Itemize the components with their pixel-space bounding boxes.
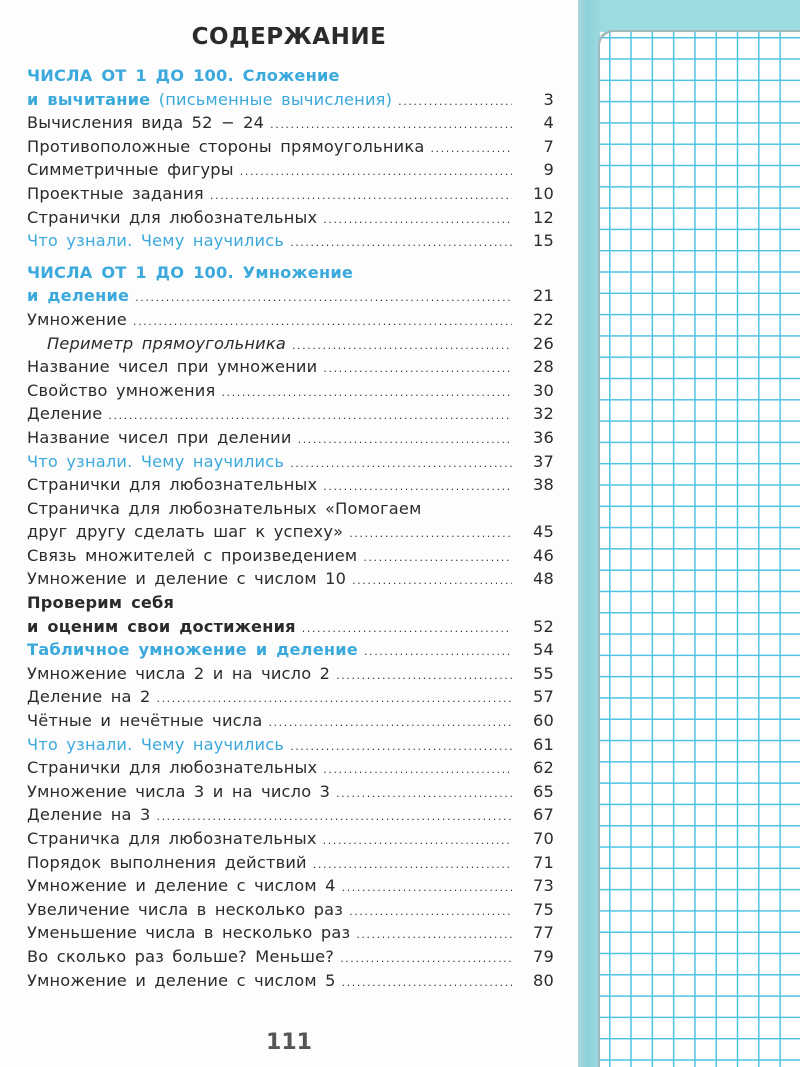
leader-dots xyxy=(156,687,512,711)
toc-entry[interactable] xyxy=(27,158,554,182)
leader-dots xyxy=(133,310,512,334)
leader-dots xyxy=(323,475,512,499)
toc-entry[interactable] xyxy=(27,182,554,206)
toc-entry-label: Симметричные фигуры xyxy=(27,160,234,180)
toc-entry-page: 9 xyxy=(543,160,554,180)
leader-dots xyxy=(290,452,512,476)
leader-dots xyxy=(323,208,512,232)
toc-entry-page: 15 xyxy=(533,231,554,251)
leader-dots xyxy=(364,640,512,664)
leader-dots xyxy=(108,404,512,428)
toc-entry-page: 54 xyxy=(533,640,554,660)
section-heading: ЧИСЛА ОТ 1 ДО 100. Сложение xyxy=(27,66,340,85)
page-edge-top xyxy=(578,0,800,32)
leader-dots xyxy=(352,569,512,593)
leader-dots xyxy=(336,664,512,688)
toc-entry[interactable] xyxy=(27,685,554,709)
toc-entry[interactable] xyxy=(27,733,554,757)
toc-entry[interactable] xyxy=(27,402,554,426)
leader-dots xyxy=(340,947,512,971)
toc-entry-page: 77 xyxy=(533,923,554,943)
toc-entry-page: 52 xyxy=(533,616,554,636)
toc-entry[interactable] xyxy=(27,308,554,332)
leader-dots xyxy=(323,758,512,782)
toc-entry-page: 7 xyxy=(543,136,554,156)
toc-entry[interactable] xyxy=(27,567,554,591)
toc-entry[interactable] xyxy=(27,851,554,875)
toc-entry-label: Что узнали. Чему научились xyxy=(27,734,285,754)
toc-entry-label: Название чисел при делении xyxy=(27,427,292,447)
toc-entry-page: 75 xyxy=(533,899,554,919)
toc-entry[interactable] xyxy=(27,780,554,804)
toc-entry[interactable] xyxy=(27,827,554,851)
toc-entry[interactable] xyxy=(27,591,554,615)
toc-entry-label: Умножение и деление с числом 4 xyxy=(27,876,336,896)
toc-entry-label: Умножение числа 3 и на число 3 xyxy=(27,781,331,801)
toc-entry[interactable] xyxy=(27,945,554,969)
toc-entry-label: Порядок выполнения действий xyxy=(27,852,307,872)
toc-entry-page: 32 xyxy=(533,404,554,424)
toc-entry-label: Свойство умножения xyxy=(27,380,216,400)
toc-entry[interactable] xyxy=(27,638,554,662)
toc-entry[interactable] xyxy=(27,229,554,253)
page-edge-stripe xyxy=(578,0,600,1067)
toc-entry[interactable] xyxy=(27,874,554,898)
leader-dots xyxy=(270,113,512,137)
leader-dots xyxy=(240,160,512,184)
toc-entry[interactable] xyxy=(27,379,554,403)
toc-entry[interactable] xyxy=(27,332,554,356)
section-heading-line2[interactable] xyxy=(27,88,554,112)
toc-entry-page: 46 xyxy=(533,545,554,565)
toc-entry[interactable] xyxy=(27,473,554,497)
toc-entry-page: 79 xyxy=(533,946,554,966)
toc-entry-label: Уменьшение числа в несколько раз xyxy=(27,923,351,943)
section-heading-cont xyxy=(27,88,392,112)
toc-entry-label: и оценим свои достижения xyxy=(27,616,296,636)
toc-entry-label: Название чисел при умножении xyxy=(27,357,318,377)
leader-dots xyxy=(349,900,512,924)
toc-entry-label: Умножение числа 2 и на число 2 xyxy=(27,663,331,683)
toc-entry-label: Страничка для любознательных «Помогаем xyxy=(27,498,422,518)
leader-dots xyxy=(342,971,512,995)
toc-entry-page: 67 xyxy=(533,805,554,825)
leader-dots xyxy=(302,617,512,641)
section-entries xyxy=(27,308,554,992)
leader-dots xyxy=(336,782,512,806)
toc-entry-label: Деление на 2 xyxy=(27,687,151,707)
leader-dots xyxy=(298,428,512,452)
page-number: 21 xyxy=(533,286,554,306)
toc-entry-label: Деление xyxy=(27,404,103,424)
toc-entry-label: Противоположные стороны прямоугольника xyxy=(27,136,425,156)
toc-entry-label: Странички для любознательных xyxy=(27,758,318,778)
toc-entry-page: 60 xyxy=(533,711,554,731)
table-of-contents xyxy=(27,64,554,992)
toc-entry-page: 28 xyxy=(533,357,554,377)
section-heading-line1 xyxy=(27,261,554,285)
section-heading-line2[interactable] xyxy=(27,284,554,308)
toc-entry[interactable] xyxy=(27,111,554,135)
leader-dots xyxy=(430,137,512,161)
toc-entry-page: 70 xyxy=(533,829,554,848)
section-heading: ЧИСЛА ОТ 1 ДО 100. Умножение xyxy=(27,262,354,282)
toc-entry-page: 62 xyxy=(533,758,554,778)
toc-entry-page: 57 xyxy=(533,687,554,707)
leader-dots xyxy=(323,357,512,381)
toc-entry-label: Вычисления вида 52 − 24 xyxy=(27,113,265,133)
toc-entry[interactable] xyxy=(27,497,554,521)
page-number: 3 xyxy=(543,89,554,109)
toc-entry-label: Умножение xyxy=(27,309,127,329)
toc-entry-page: 65 xyxy=(533,781,554,801)
section-heading-cont: и деление xyxy=(27,286,130,306)
toc-entry[interactable] xyxy=(27,898,554,922)
toc-entry-page: 38 xyxy=(533,475,554,495)
toc-entry[interactable] xyxy=(27,969,554,993)
toc-entry-label: Умножение и деление с числом 5 xyxy=(27,970,336,990)
toc-entry[interactable] xyxy=(27,135,554,159)
toc-entry-label: Странички для любознательных xyxy=(27,207,318,227)
toc-entry-page: 55 xyxy=(533,663,554,683)
toc-entry[interactable] xyxy=(27,615,554,639)
graph-paper-panel xyxy=(598,30,800,1067)
toc-entry-label: Деление на 3 xyxy=(27,805,151,825)
leader-dots xyxy=(290,231,512,255)
toc-entry-label: Странички для любознательных xyxy=(27,475,318,495)
leader-dots xyxy=(210,184,512,208)
toc-entry-page: 80 xyxy=(533,970,554,990)
toc-entry-page: 73 xyxy=(533,876,554,896)
section-heading-line1 xyxy=(27,64,554,88)
toc-entry-label: Периметр прямоугольника xyxy=(47,333,286,353)
leader-dots xyxy=(313,853,512,877)
toc-entry-label: Во сколько раз больше? Меньше? xyxy=(27,946,335,966)
toc-entry[interactable] xyxy=(27,662,554,686)
toc-entry[interactable] xyxy=(27,520,554,544)
toc-entry-label: Проверим себя xyxy=(27,593,175,613)
leader-dots xyxy=(363,546,512,570)
toc-entry[interactable] xyxy=(27,426,554,450)
toc-entry-label: Что узнали. Чему научились xyxy=(27,231,285,251)
toc-entry[interactable] xyxy=(27,450,554,474)
section-heading-text: и вычитание xyxy=(27,89,151,109)
leader-dots xyxy=(135,286,512,310)
page-title: СОДЕРЖАНИЕ xyxy=(191,24,387,50)
toc-entry-label: Связь множителей с произведением xyxy=(27,545,358,565)
leader-dots xyxy=(290,735,512,759)
toc-entry[interactable] xyxy=(27,206,554,230)
toc-entry[interactable] xyxy=(27,355,554,379)
toc-entry-page: 22 xyxy=(533,309,554,329)
leader-dots xyxy=(398,90,512,114)
toc-entry-page: 4 xyxy=(543,113,554,133)
toc-entry-label: Табличное умножение и деление xyxy=(27,640,358,660)
toc-entry-label: Проектные задания xyxy=(27,183,204,203)
toc-entry-page: 71 xyxy=(533,852,554,872)
toc-entry-page: 45 xyxy=(533,522,554,542)
toc-entry-label: друг другу сделать шаг к успеху» xyxy=(27,522,344,542)
leader-dots xyxy=(221,381,512,405)
leader-dots xyxy=(156,805,512,829)
toc-entry-page: 26 xyxy=(533,333,554,353)
toc-entry-page: 37 xyxy=(533,451,554,471)
section-entries xyxy=(27,111,554,253)
toc-entry[interactable] xyxy=(27,803,554,827)
toc-entry-label: Что узнали. Чему научились xyxy=(27,451,285,471)
toc-entry-page: 36 xyxy=(533,427,554,447)
toc-entry-page: 10 xyxy=(533,183,554,203)
toc-entry[interactable] xyxy=(27,921,554,945)
leader-dots xyxy=(323,829,512,853)
toc-entry[interactable] xyxy=(27,709,554,733)
leader-dots xyxy=(342,876,512,900)
toc-entry-label: Увеличение числа в несколько раз xyxy=(27,899,344,919)
toc-entry-page: 12 xyxy=(533,207,554,227)
leader-dots xyxy=(292,334,512,358)
toc-entry-label: Страничка для любознательных xyxy=(27,829,317,848)
toc-entry-label: Умножение и деление с числом 10 xyxy=(27,569,347,589)
leader-dots xyxy=(349,522,512,546)
page-footer-number: 111 xyxy=(266,1030,312,1055)
toc-entry-page: 48 xyxy=(533,569,554,589)
section-heading-note: (письменные вычисления) xyxy=(158,89,393,109)
toc-entry-label: Чётные и нечётные числа xyxy=(27,711,263,731)
toc-entry-page: 30 xyxy=(533,380,554,400)
toc-entry[interactable] xyxy=(27,544,554,568)
toc-entry[interactable] xyxy=(27,756,554,780)
leader-dots xyxy=(356,923,512,947)
toc-entry-page: 61 xyxy=(533,734,554,754)
leader-dots xyxy=(268,711,512,735)
